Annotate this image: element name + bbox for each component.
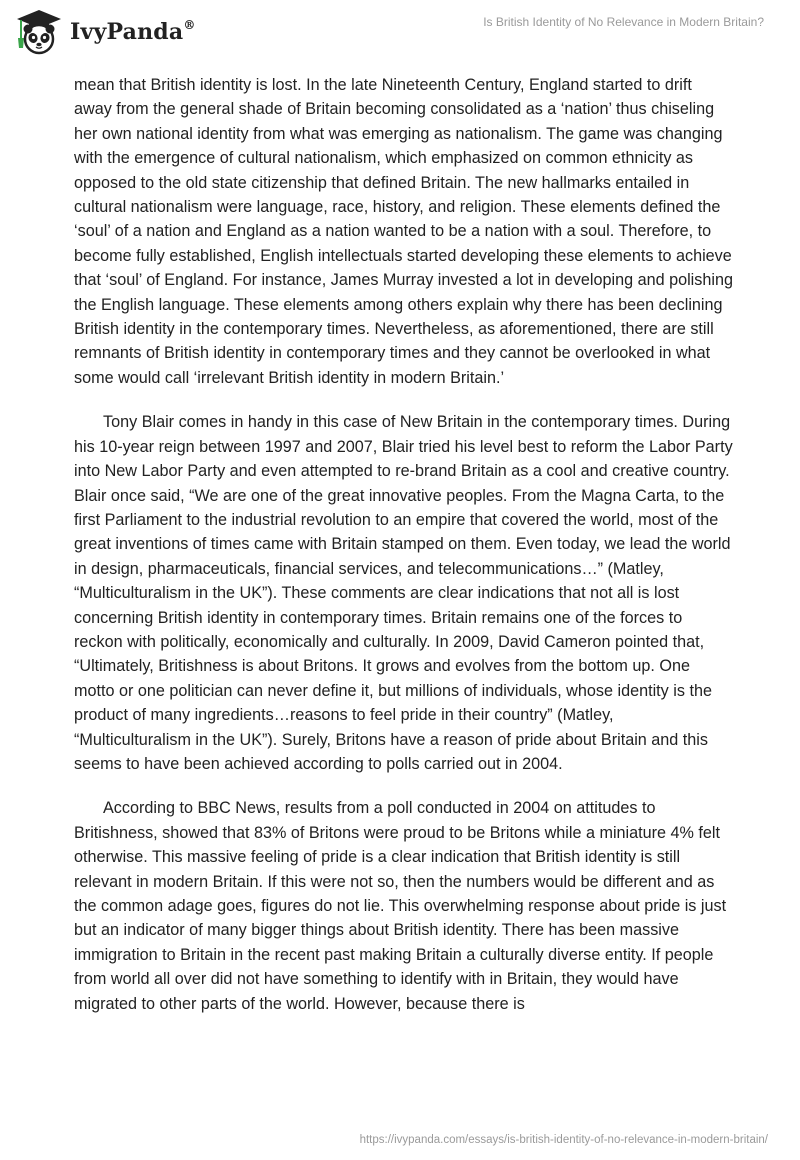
- paragraph-bbc-poll: According to BBC News, results from a poll conducted in 2004 on attitudes to Britishness, showed that 83% of Britons were proud to be Britons while a miniature 4% felt otherwise. This massive feeling of pride is a clear indication that British identity is still relevant in modern Britain. If this were not so, then the numbers would be different and as the common adage goes, figures do not lie. This overwhelming response about pride is just but an indicator of many bigger things about British identity. There has been massive immigration to Britain in the recent past making Britain a culturally diverse entity. If people from world all over did not have something to identify with in Britain, they would have migrated to other parts of the world. However, because there is: [74, 799, 727, 1013]
- panda-graduate-icon: [14, 8, 64, 56]
- essay-body: [74, 73, 734, 1036]
- brand-name: [70, 19, 196, 45]
- paragraph-tony-blair: Tony Blair comes in handy in this case of New Britain in the contemporary times. During his 10-year reign between 1997 and 2007, Blair tried his level best to reform the Labor Party into New Labor Party and even attempted to re-brand Britain as a cool and creative country. Blair once said, “We are one of the great innovative peoples. From the Magna Carta, to the first Parliament to the industrial revolution to an empire that covered the world, most of the great inventions of times came with Britain stamped on them. Even today, we lead the world in design, pharmaceuticals, financial services, and telecommunications…” (Matley, “Multiculturalism in the UK”). These comments are clear indications that not all is lost concerning British identity in contemporary times. Britain remains one of the forces to reckon with politically, economically and culturally. In 2009, David Cameron pointed that, “Ultimately, Britishness is about Britons. It grows and evolves from the bottom up. One motto or one politician can never define it, but millions of individuals, whose identity is the product of many ingredients…reasons to feel pride in their country” (Matley, “Multiculturalism in the UK”). Surely, Britons have a reason of pride about Britain and this seems to have been achieved according to polls carried out in 2004.: [74, 413, 733, 773]
- registered-mark: ®: [183, 17, 196, 32]
- paragraph-continuation: mean that British identity is lost. In the late Nineteenth Century, England started to drift away from the general shade of Britain becoming consolidated as a ‘nation’ thus chiseling her own national identity from what was emerging as nationalism. The game was changing with the emergence of cultural nationalism, which emphasized on common ethnicity as opposed to the old state citizenship that defined Britain. The new hallmarks entailed in cultural nationalism were language, race, history, and religion. These elements defined the ‘soul’ of a nation and England as a nation wanted to be a nation with a soul. Therefore, to become fully established, English intellectuals started developing these elements to achieve that ‘soul’ of England. For instance, James Murray invested a lot in developing and polishing the English language. These elements among others explain why there has been declining British identity in the contemporary times. Nevertheless, as aforementioned, there are still remnants of British identity in contemporary times and they cannot be overlooked in what some would call ‘irrelevant British identity in modern Britain.’: [74, 76, 733, 387]
- source-url-link[interactable]: https://ivypanda.com/essays/is-british-identity-of-no-relevance-in-modern-britain/: [359, 1134, 768, 1146]
- brand-name-text: IvyPanda: [70, 19, 184, 45]
- page-header: [0, 0, 800, 64]
- document-title: Is British Identity of No Relevance in Modern Britain?: [483, 15, 764, 29]
- brand-logo-link[interactable]: [14, 8, 196, 56]
